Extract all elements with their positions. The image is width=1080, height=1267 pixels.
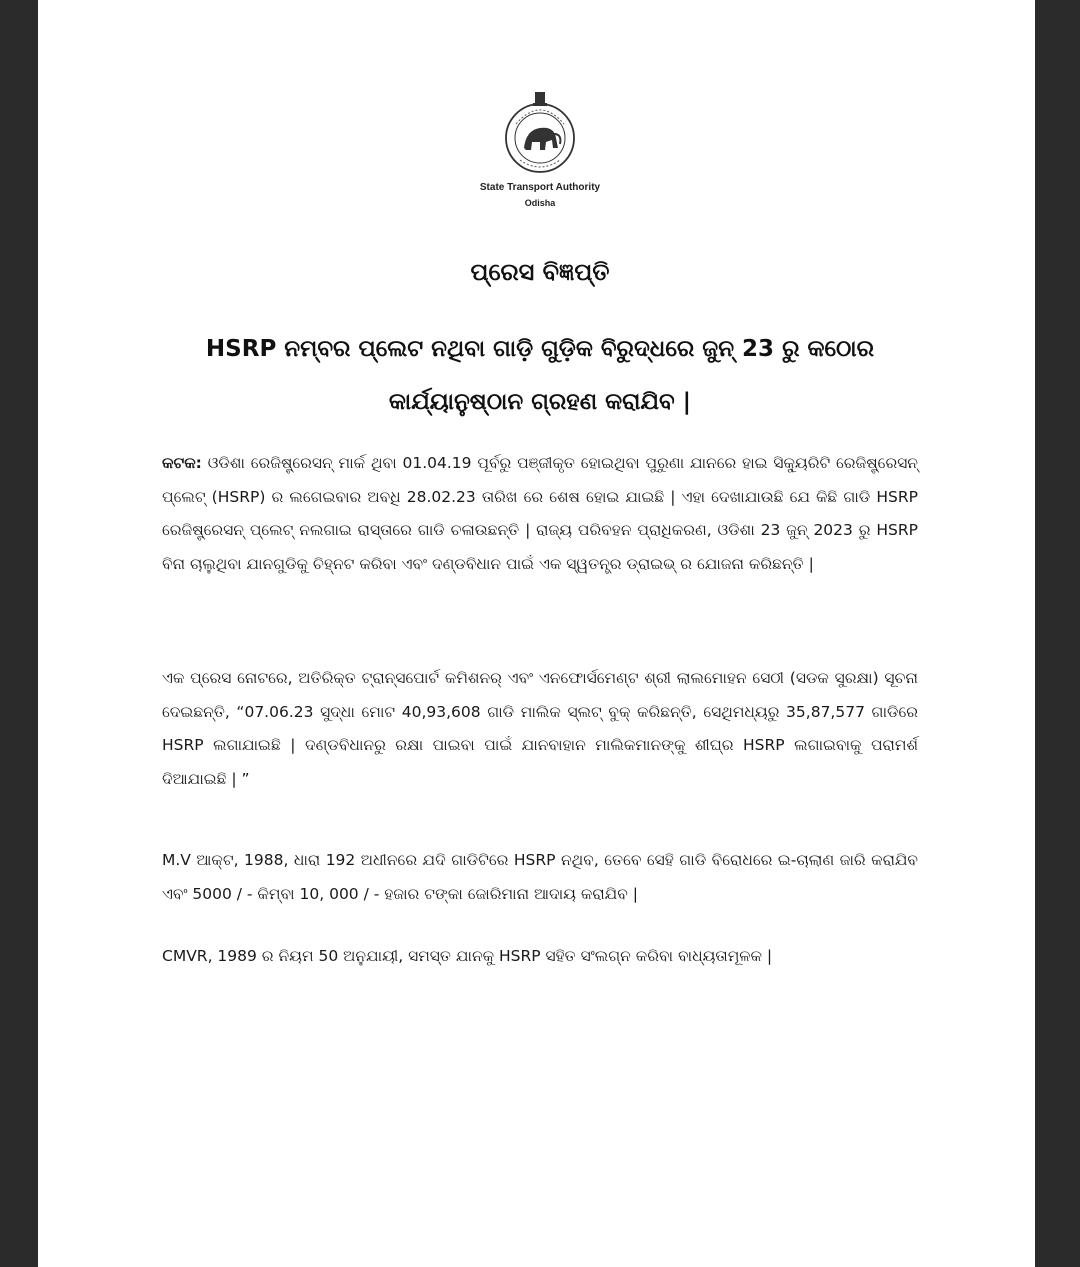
paragraph-1: [162, 447, 918, 581]
organization-name: State Transport Authority: [479, 182, 601, 193]
paragraph-4: CMVR, 1989 ର ନିୟମ 50 ଅନୁଯାୟୀ, ସମସ୍ତ ଯାନକୁ HSRP ସହିତ ସଂଲଗ୍ନ କରିବା ବାଧ୍ୟତାମୂଳକ |: [162, 947, 773, 965]
organization-state: Odisha: [524, 198, 556, 208]
odisha-emblem-icon: [496, 90, 584, 178]
dateline: କଟକ:: [162, 454, 202, 472]
paragraph-2: ଏକ ପ୍ରେସ ନୋଟରେ, ଅତିରିକ୍ତ ଟ୍ରାନ୍ସପୋର୍ଟ କମିଶନର୍ ଏବଂ ଏନଫୋର୍ସମେଣ୍ଟ ଶ୍ରୀ ଲାଲମୋହନ ସେଠୀ (ସଡକ ସୁରକ୍ଷା) ସୂଚନା ଦେଇଛନ୍ତି, “07.06.23 ସୁଦ୍ଧା ମୋଟ 40,93,608 ଗାଡି ମାଲିକ ସ୍ଲଟ୍ ବୁକ୍ କରିଛନ୍ତି, ସେଥିମଧ୍ୟରୁ 35,87,577 ଗାଡିରେ HSRP ଲଗାଯାଇଛି | ଦଣ୍ଡବିଧାନରୁ ରକ୍ଷା ପାଇବା ପାଇଁ ଯାନବାହାନ ମାଲିକମାନଙ୍କୁ ଶୀଘ୍ର HSRP ଲଗାଇବାକୁ ପରାମର୍ଶ ଦିଆଯାଇଛି | ”: [162, 669, 918, 788]
paragraph-3: M.V ଆକ୍ଟ, 1988, ଧାରା 192 ଅଧୀନରେ ଯଦି ଗାଡିଟିରେ HSRP ନଥିବ, ତେବେ ସେହି ଗାଡି ବିରୋଧରେ ଇ-ଚାଲାଣ ଜାରି କରାଯିବ ଏବଂ 5000 / - କିମ୍ବା 10, 000 / - ହଜାର ଟଙ୍କା ଜୋରିମାନା ଆଦାୟ କରାଯିବ |: [162, 851, 918, 903]
paragraph-1-text: ଓଡିଶା ରେଜିଷ୍ଟ୍ରେସନ୍ ମାର୍କ ଥିବା 01.04.19 ପୂର୍ବରୁ ପଞ୍ଜୀକୃତ ହୋଇଥିବା ପୁରୁଣା ଯାନରେ ହାଇ ସିକ୍ୟୁରିଟି ରେଜିଷ୍ଟ୍ରେସନ୍ ପ୍ଲେଟ୍ (HSRP) ର ଲଗେଇବାର ଅବଧି 28.02.23 ତାରିଖ ରେ ଶେଷ ହୋଇ ଯାଇଛି | ଏହା ଦେଖାଯାଉଛି ଯେ କିଛି ଗାଡି HSRP ରେଜିଷ୍ଟ୍ରେସନ୍ ପ୍ଲେଟ୍ ନଲଗାଇ ରାସ୍ତାରେ ଗାଡି ଚଳାଉଛନ୍ତି | ରାଜ୍ୟ ପରିବହନ ପ୍ରାଧିକରଣ, ଓଡିଶା 23 ଜୁନ୍ 2023 ରୁ HSRP ବିନା ଚାଲୁଥିବା ଯାନଗୁଡିକୁ ଚିହ୍ନଟ କରିବା ଏବଂ ଦଣ୍ଡବିଧାନ ପାଇଁ ଏକ ସ୍ୱତନ୍ତ୍ର ଡ୍ରାଇଭ୍ ର ଯୋଜନା କରିଛନ୍ତି |: [162, 454, 918, 573]
press-release-label: ପ୍ରେସ ବିଜ୍ଞପ୍ତି: [470, 258, 610, 286]
press-release-title: HSRP ନମ୍ବର ପ୍ଲେଟ ନଥିବା ଗାଡ଼ି ଗୁଡ଼ିକ ବିରୁଦ୍ଧରେ ଜୁନ୍ 23 ରୁ କଠୋର କାର୍ଯ୍ୟାନୁଷ୍ଠାନ ଗ୍ରହଣ କରାଯିବ |: [205, 336, 875, 415]
